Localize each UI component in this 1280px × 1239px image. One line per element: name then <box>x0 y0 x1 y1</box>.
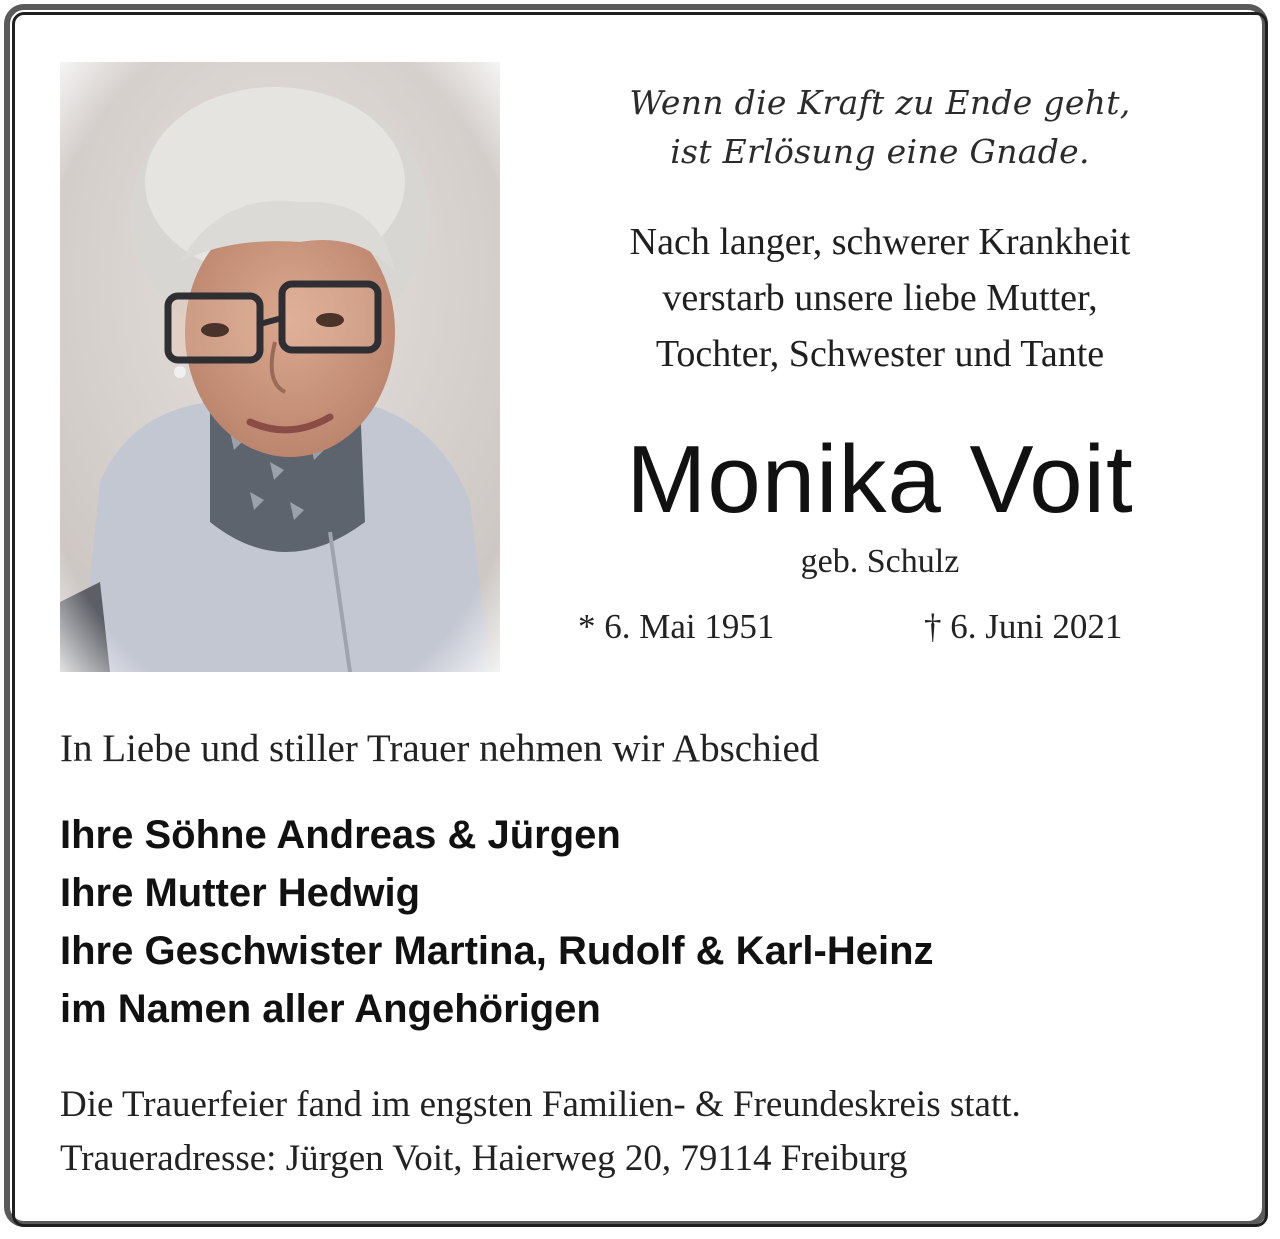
announcement-line: verstarb unsere liebe Mutter, <box>662 277 1098 319</box>
motto-line: Wenn die Kraft zu Ende geht, <box>629 83 1131 122</box>
farewell-line: In Liebe und stiller Trauer nehmen wir Abschied <box>60 727 820 770</box>
announcement-line: Tochter, Schwester und Tante <box>655 333 1105 375</box>
portrait-image <box>60 62 500 672</box>
death-date: † 6. Juni 2021 <box>924 607 1123 646</box>
portrait-photo <box>60 62 500 672</box>
funeral-notice <box>60 1078 1021 1186</box>
deceased-name: Monika Voit <box>626 426 1134 533</box>
announcement-text <box>540 214 1220 382</box>
maiden-name: geb. Schulz <box>800 543 960 580</box>
mourner-line: Ihre Geschwister Martina, Rudolf & Karl-Heinz <box>60 929 934 973</box>
mourning-address: Traueradresse: Jürgen Voit, Haierweg 20, 79114 Freiburg <box>60 1138 908 1179</box>
mourner-line: Ihre Söhne Andreas & Jürgen <box>60 813 621 857</box>
announcement-line: Nach langer, schwerer Krankheit <box>629 221 1131 263</box>
mourners-list <box>60 806 934 1038</box>
birth-date: * 6. Mai 1951 <box>578 607 775 646</box>
motto-quote <box>560 78 1200 176</box>
motto-line: ist Erlösung eine Gnade. <box>670 132 1090 171</box>
ceremony-note: Die Trauerfeier fand im engsten Familien- & Freundeskreis statt. <box>60 1084 1021 1125</box>
mourner-line: im Namen aller Angehörigen <box>60 987 601 1031</box>
mourner-line: Ihre Mutter Hedwig <box>60 871 421 915</box>
